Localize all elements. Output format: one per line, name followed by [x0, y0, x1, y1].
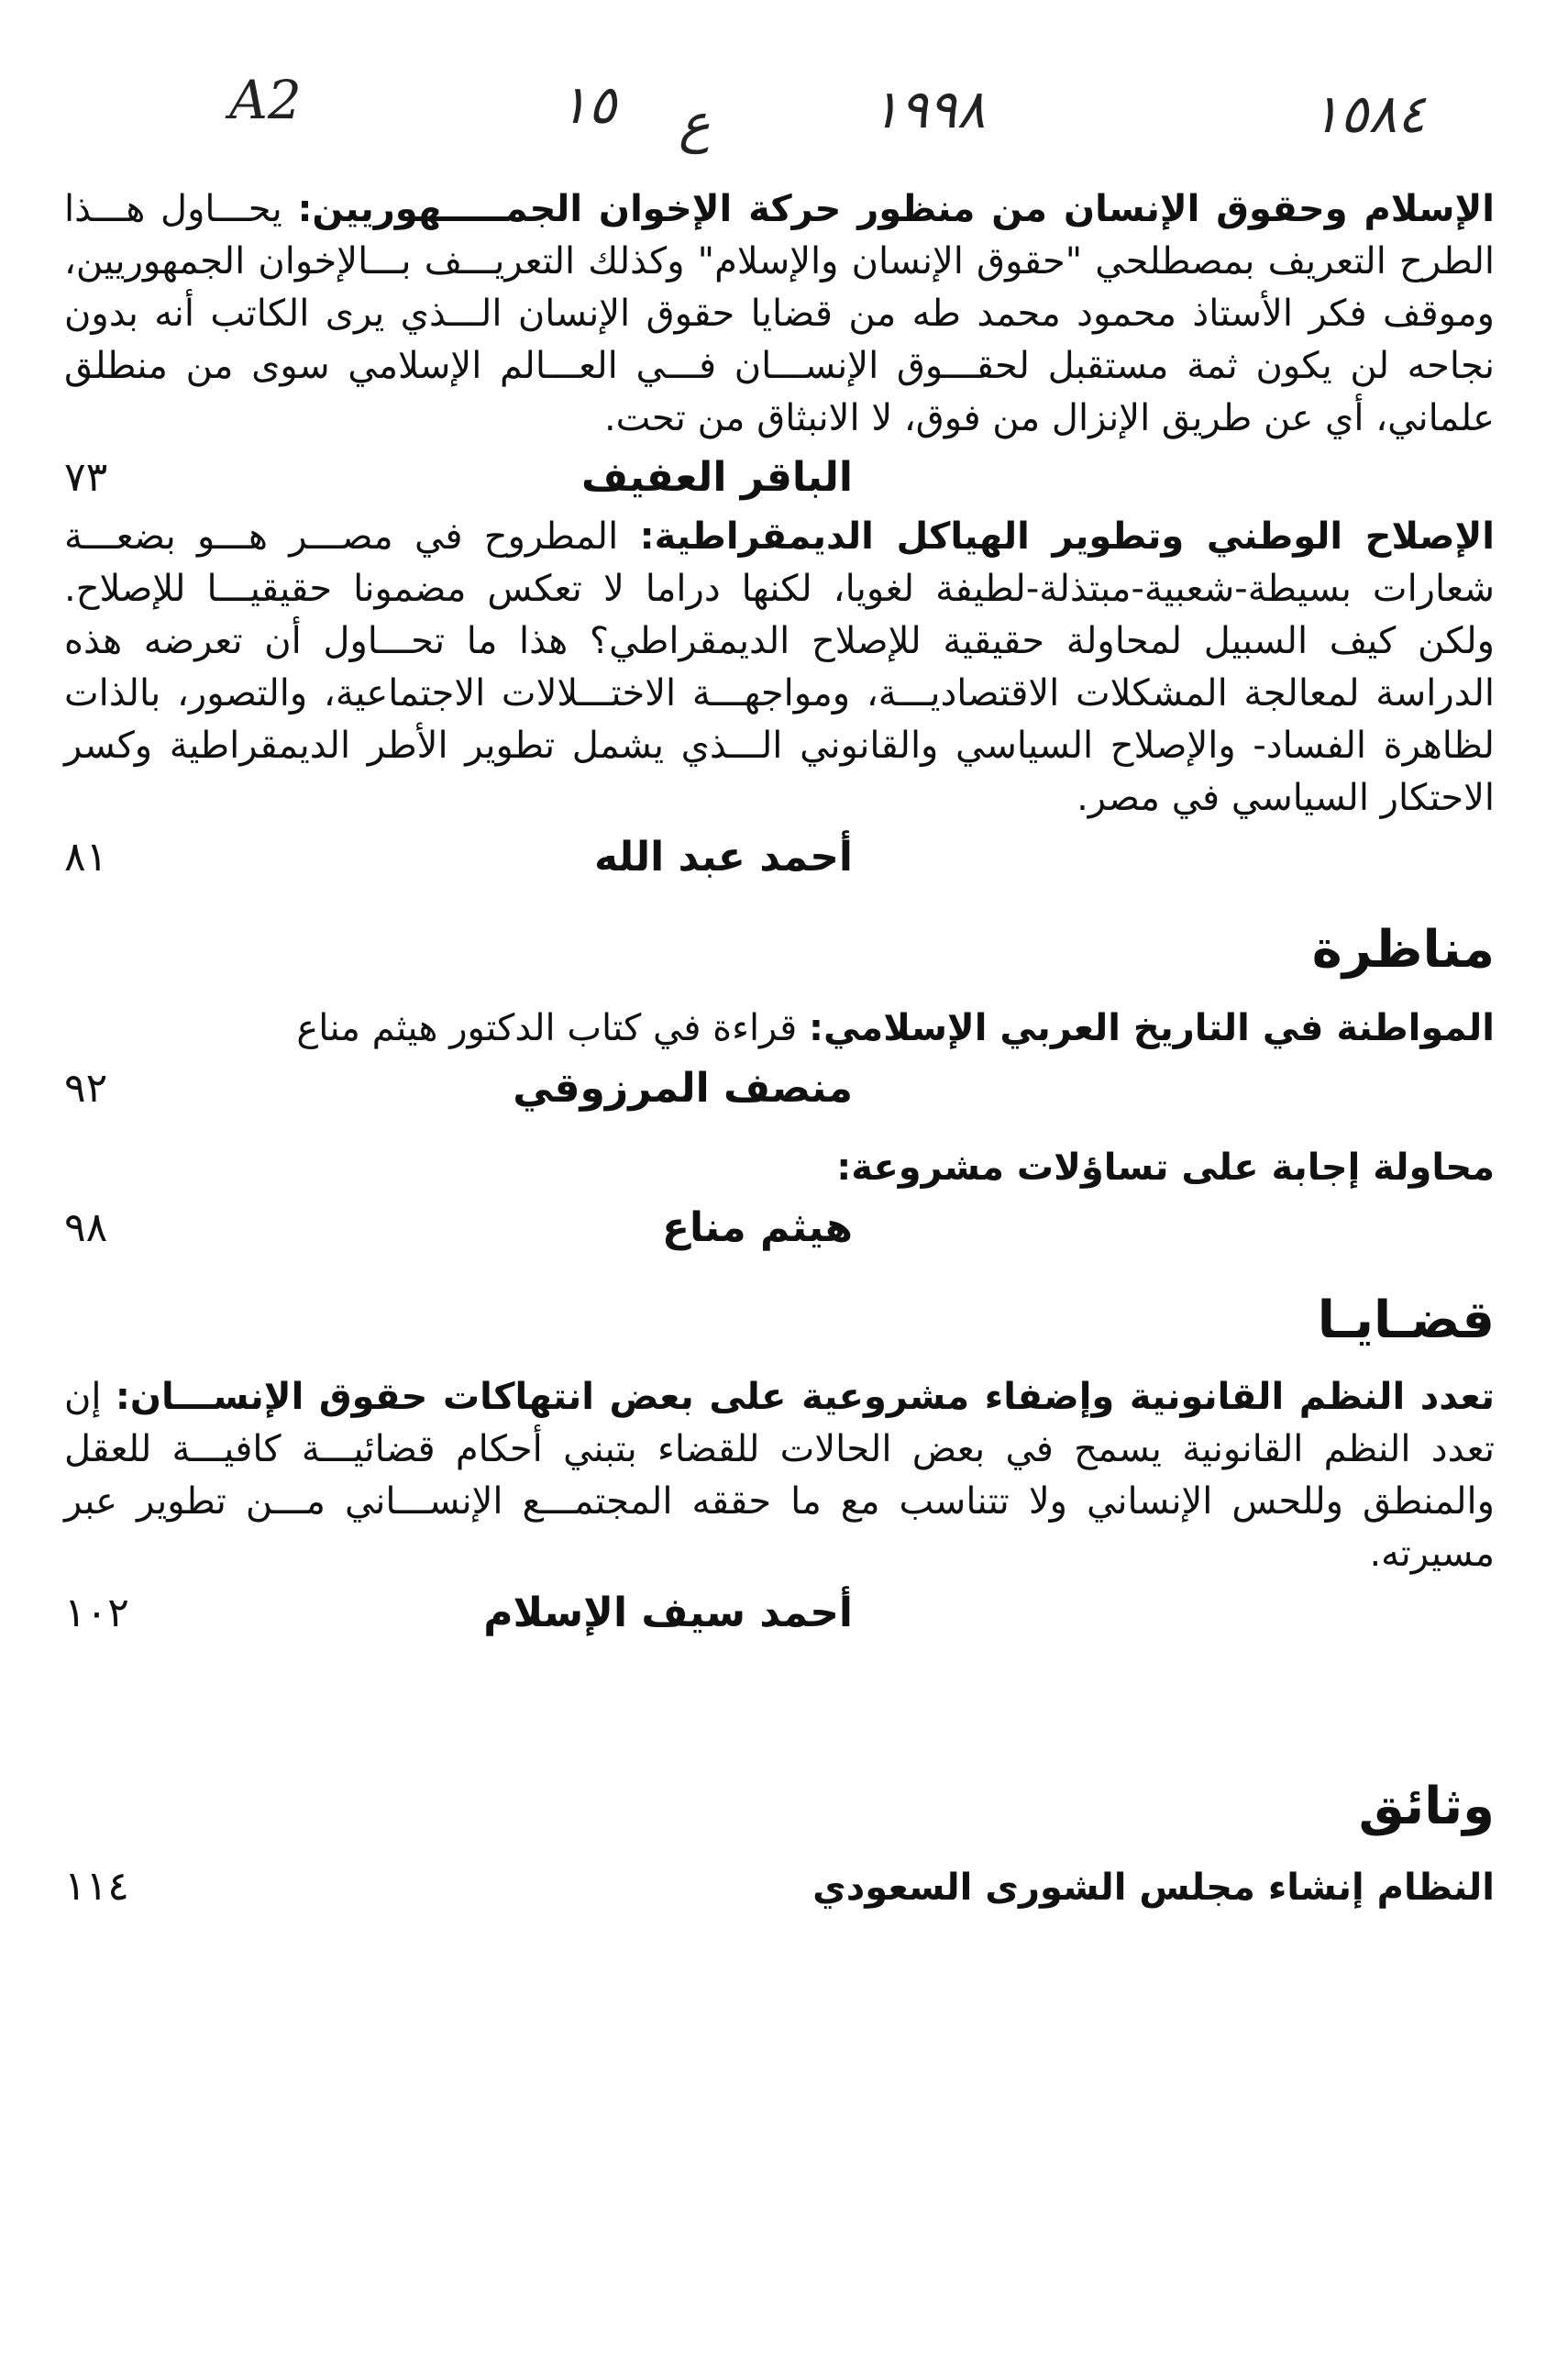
debate-author: هيثم مناع — [661, 1204, 853, 1251]
toc-entry — [64, 1371, 1495, 1646]
handwritten-annotations — [0, 55, 1568, 193]
handwritten-month: ع — [679, 92, 711, 154]
author-row — [64, 1056, 1495, 1122]
author-row — [64, 825, 1495, 891]
toc-entry — [64, 511, 1495, 891]
entry-author: أحمد عبد الله — [593, 834, 853, 881]
section-heading-debate: مناظرة — [1311, 920, 1495, 980]
document-title: النظام إنشاء مجلس الشورى السعودي — [812, 1867, 1495, 1909]
toc-entry — [64, 183, 1495, 511]
handwritten-day: ١٥ — [559, 73, 617, 136]
entry-page-number: ٧٣ — [64, 454, 108, 501]
author-row — [64, 1580, 1495, 1646]
entry-author: أحمد سيف الإسلام — [483, 1590, 853, 1636]
handwritten-code: A2 — [229, 69, 302, 131]
entry-paragraph — [64, 183, 1495, 445]
author-row — [64, 445, 1495, 511]
document-page-number: ١١٤ — [64, 1863, 129, 1910]
entry-page-number: ٨١ — [64, 834, 108, 881]
debate-page-number: ٩٨ — [64, 1204, 108, 1251]
entry-body: إن تعدد النظم القانونية يسمح في بعض الحالات للقضاء بتبني أحكام قضائيـــة كافيـــة للعقل والمنطق وللحس الإنساني ولا تتناسب مع ما حققه المجتمـــع الإنســـاني مـــن تطوير عبر مسيرته. — [64, 1376, 1495, 1575]
entry-author: الباقر العفيف — [580, 454, 853, 501]
debate-author: منصف المرزوقي — [513, 1065, 853, 1112]
document-row — [64, 1857, 1495, 1917]
entry-title: الإسلام وحقوق الإنسان من منظور حركة الإخوان الجمـــــهوريين: — [297, 188, 1495, 230]
section-heading-issues: قضـايـا — [1317, 1291, 1495, 1350]
handwritten-year: ١٩٩٨ — [871, 78, 986, 140]
debate-item-title — [64, 1001, 1495, 1056]
entry-paragraph — [64, 511, 1495, 825]
author-row — [64, 1195, 1495, 1261]
debate-title-bold: المواطنة في التاريخ العربي الإسلامي: — [808, 1007, 1495, 1049]
entry-paragraph — [64, 1371, 1495, 1580]
entry-title: تعدد النظم القانونية وإضفاء مشروعية على بعض انتهاكات حقوق الإنســـان: — [115, 1376, 1495, 1418]
handwritten-ref: ١٥٨٤ — [1311, 83, 1426, 145]
debate-item-title — [64, 1140, 1495, 1195]
entry-title: الإصلاح الوطني وتطوير الهياكل الديمقراطية: — [639, 515, 1495, 558]
entry-body: المطروح في مصـــر هـــو بضعـــة شعارات بسيطة-شعبية-مبتذلة-لطيفة لغويا، لكنها دراما لا تعكس مضمونا حقيقيـــا للإصلاح. ولكن كيف السبيل لمحاولة حقيقية للإصلاح الديمقراطي؟ هذا ما تحـــاول أن تعرضه هذه الدراسة لمعالجة المشكلات الاقتصاديـــة، ومواجهـــة الاختـــلالات الاجتماعية، والتصور، بالذات لظاهرة الفساد- والإصلاح السياسي والقانوني الـــذي يشمل تطوير الأطر الديمقراطية وكسر الاحتكار السياسي في مصر. — [64, 515, 1495, 819]
entry-body: يحـــاول هـــذا الطرح التعريف بمصطلحي "حقوق الإنسان والإسلام" وكذلك التعريـــف بـــالإخوان الجمهوريين، وموقف فكر الأستاذ محمود محمد طه من قضايا حقوق الإنسان الـــذي يرى الكاتب أنه بدون نجاحه لن يكون ثمة مستقبل لحقـــوق الإنســـان فـــي العـــالم الإسلامي سوى من منطلق علماني، أي عن طريق الإنزال من فوق، لا الانبثاق من تحت. — [64, 188, 1495, 439]
debate-subtitle: قراءة في كتاب الدكتور هيثم مناع — [296, 1007, 798, 1049]
table-of-contents — [64, 183, 1495, 1917]
debate-page-number: ٩٢ — [64, 1065, 108, 1112]
entry-page-number: ١٠٢ — [64, 1590, 129, 1636]
section-heading-documents: وثائق — [1358, 1777, 1495, 1836]
debate-title-bold: محاولة إجابة على تساؤلات مشروعة: — [836, 1147, 1495, 1189]
